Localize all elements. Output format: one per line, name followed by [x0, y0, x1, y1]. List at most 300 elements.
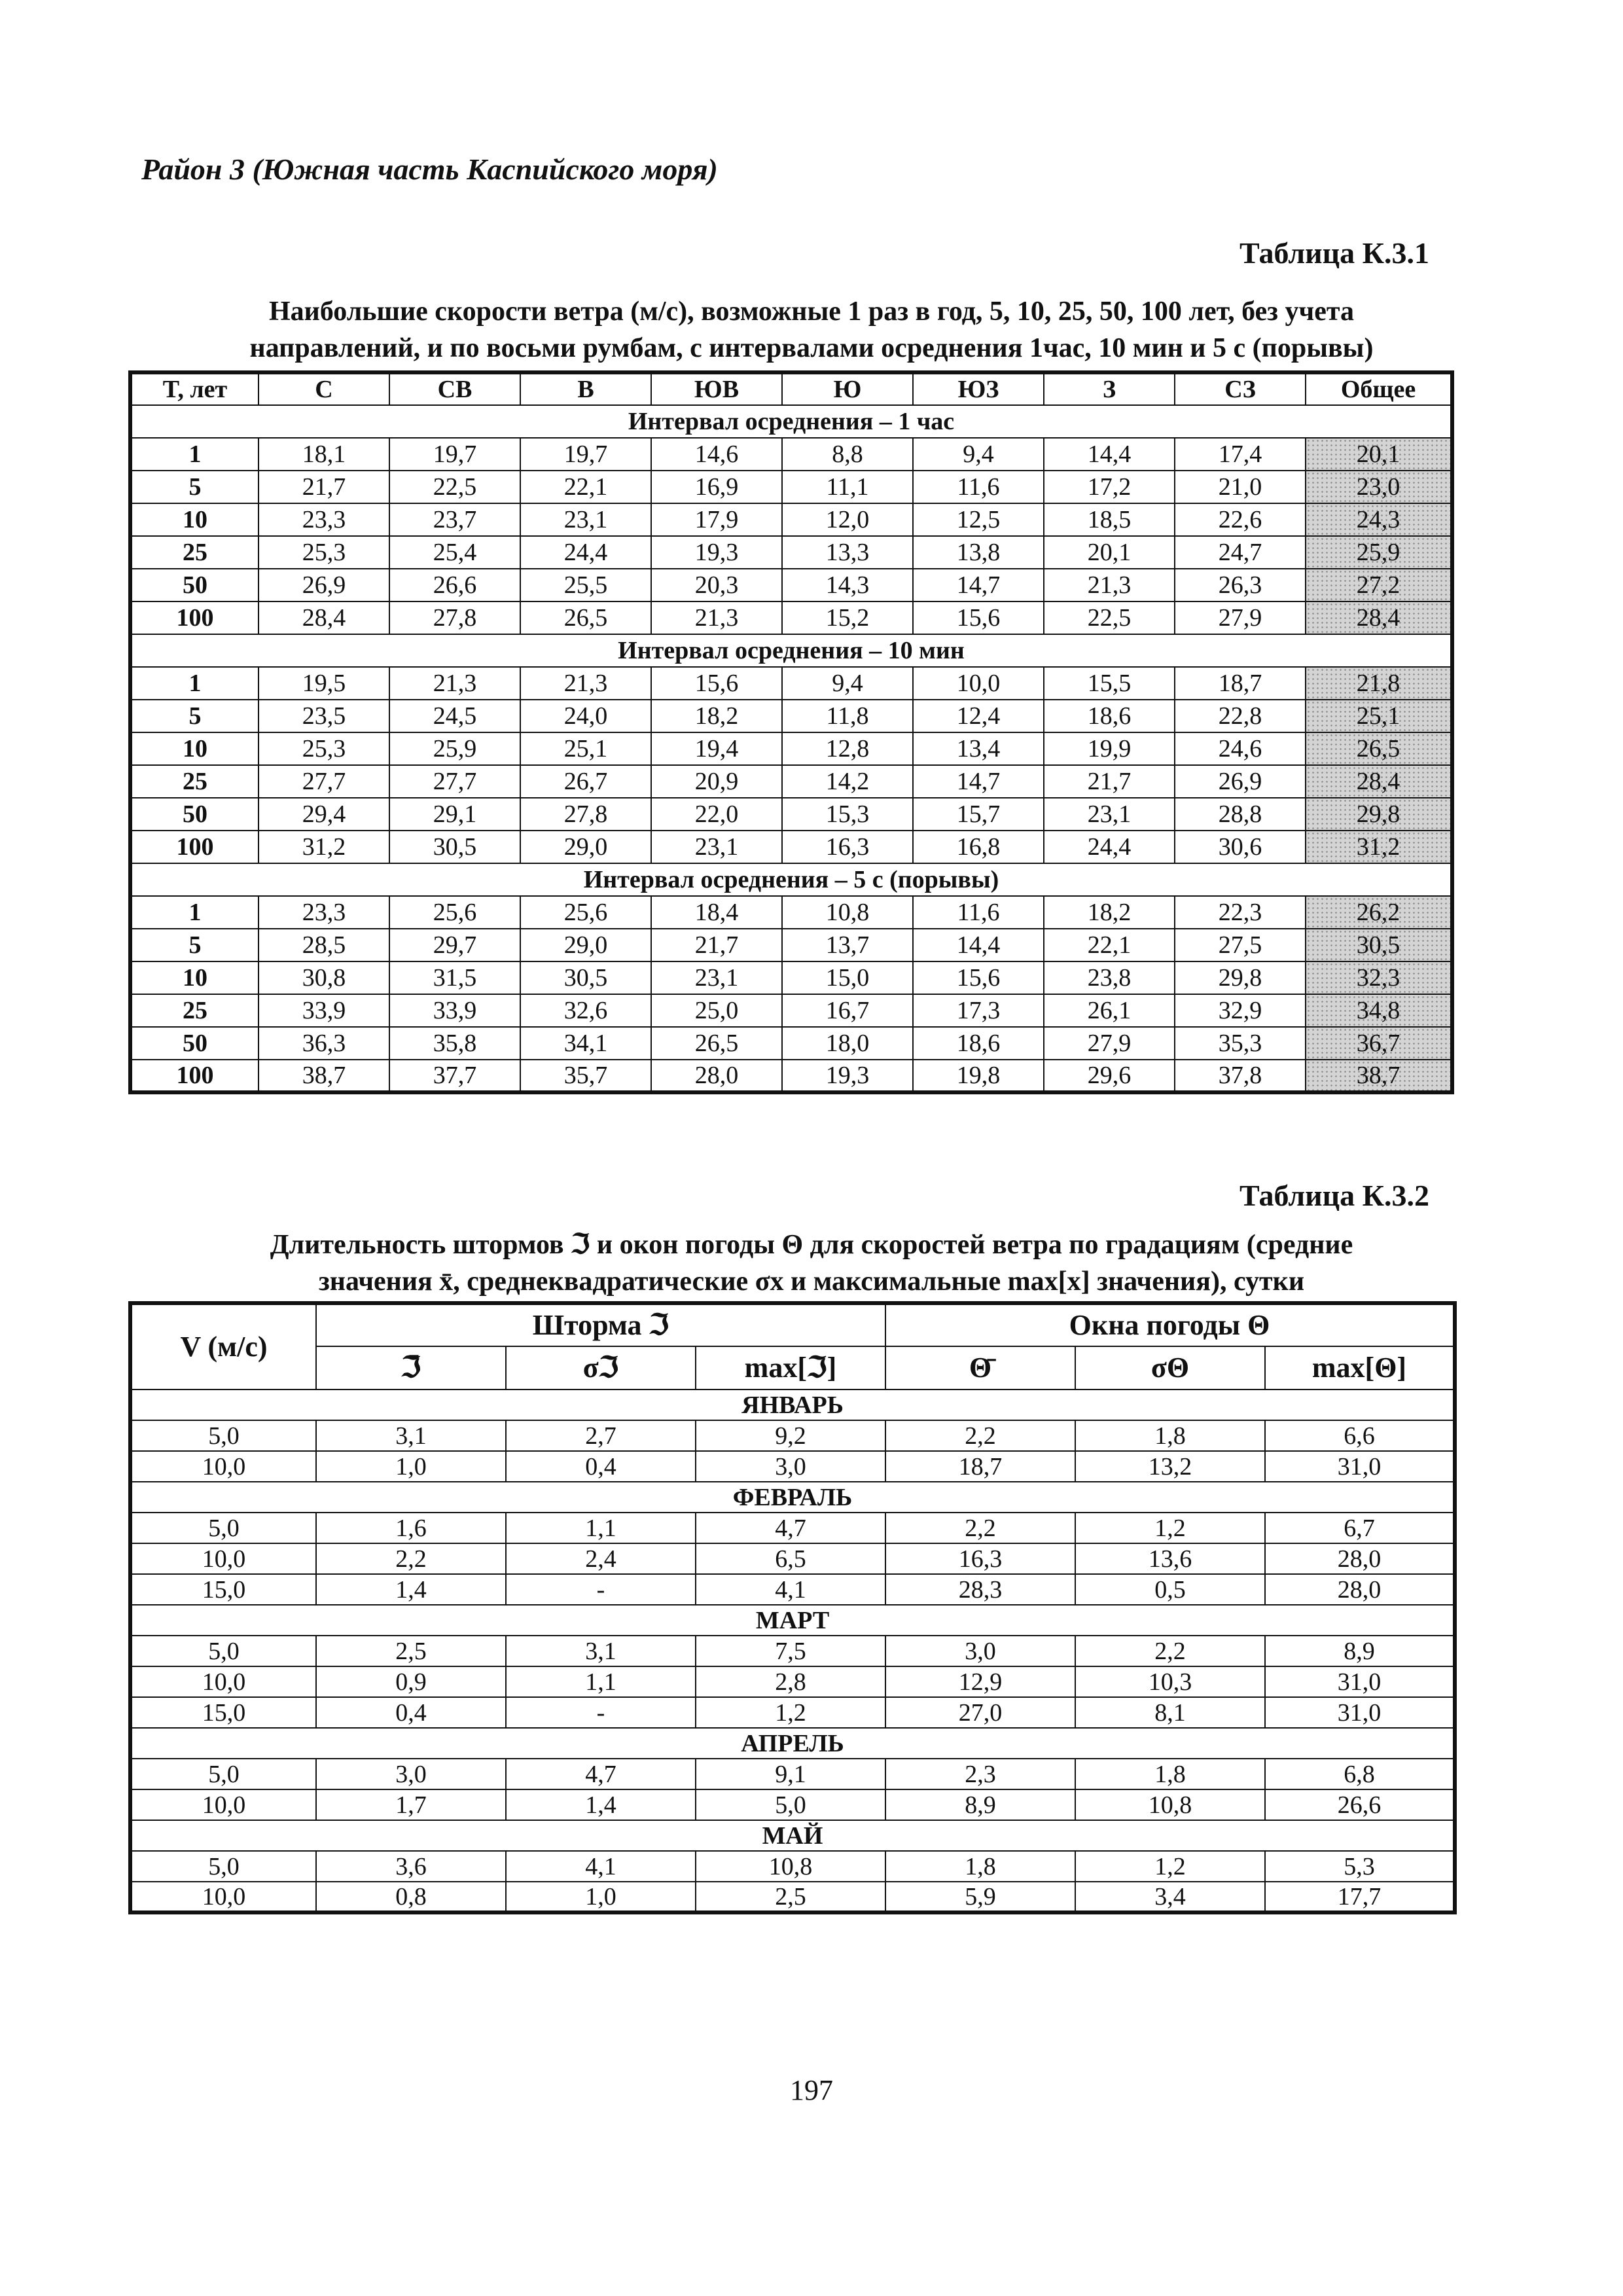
page-number: 197: [790, 2074, 833, 2106]
table-cell: 15,0: [130, 1697, 316, 1728]
table-cell: 19,7: [520, 438, 651, 471]
table1-caption-line1: Наибольшие скорости ветра (м/с), возможные 1 раз в год, 5, 10, 25, 50, 100 лет, без учета: [268, 296, 1355, 327]
table-cell: 4,7: [696, 1513, 885, 1543]
table-cell: 12,8: [782, 732, 913, 765]
table-cell: 35,7: [520, 1060, 651, 1092]
table-cell: 29,1: [389, 798, 520, 831]
table-cell: 15,6: [651, 667, 782, 700]
table-cell: 9,4: [782, 667, 913, 700]
section-title: Интервал осреднения – 5 с (порывы): [130, 863, 1452, 896]
sub-header: max[Θ]: [1265, 1346, 1455, 1390]
table-cell: 27,9: [1175, 601, 1306, 634]
table-row: [130, 569, 1452, 601]
table-cell: 3,6: [316, 1851, 506, 1882]
table-row: [130, 1027, 1452, 1060]
table-cell: 14,4: [913, 929, 1044, 961]
table-row: [130, 1759, 1455, 1789]
table-cell: 20,3: [651, 569, 782, 601]
table-cell: 26,1: [1044, 994, 1175, 1027]
table-cell: 10,3: [1075, 1666, 1265, 1697]
table-cell: 24,4: [1044, 831, 1175, 863]
table-cell: 26,7: [520, 765, 651, 798]
table-cell: 17,2: [1044, 471, 1175, 503]
table-cell: 6,5: [696, 1543, 885, 1574]
table-cell: 28,4: [259, 601, 389, 634]
sub-header: max[ℑ]: [696, 1346, 885, 1390]
table2-caption-line2: значения x̄, среднеквадратические σx и максимальные max[x] значения), сутки: [318, 1266, 1305, 1297]
table-cell: 18,6: [913, 1027, 1044, 1060]
table-row: [130, 1420, 1455, 1451]
table-cell: 11,6: [913, 896, 1044, 929]
table-cell: 27,0: [885, 1697, 1075, 1728]
table-row: [130, 1513, 1455, 1543]
table-cell: 24,7: [1175, 536, 1306, 569]
table-cell: 15,2: [782, 601, 913, 634]
table-cell: 16,3: [782, 831, 913, 863]
table-cell: 36,3: [259, 1027, 389, 1060]
table-cell: 11,1: [782, 471, 913, 503]
table-cell: 2,5: [696, 1882, 885, 1912]
table-cell: 35,3: [1175, 1027, 1306, 1060]
table-row: [130, 896, 1452, 929]
table-cell: 13,6: [1075, 1543, 1265, 1574]
table-cell: 18,0: [782, 1027, 913, 1060]
table-cell: 32,6: [520, 994, 651, 1027]
table-cell: 24,5: [389, 700, 520, 732]
table-cell: 8,9: [1265, 1636, 1455, 1666]
table-row: [130, 503, 1452, 536]
table-cell: 17,4: [1175, 438, 1306, 471]
group-storms: Шторма ℑ: [316, 1303, 885, 1346]
region-title: Район 3 (Южная часть Каспийского моря): [141, 152, 718, 186]
section-row: [130, 405, 1452, 438]
table-cell: 4,1: [506, 1851, 696, 1882]
table-cell: 12,5: [913, 503, 1044, 536]
table-cell: 1,2: [696, 1697, 885, 1728]
table-cell: 28,8: [1175, 798, 1306, 831]
table-cell: 3,0: [316, 1759, 506, 1789]
table-cell: 14,7: [913, 569, 1044, 601]
table-cell: 13,4: [913, 732, 1044, 765]
month-title: ФЕВРАЛЬ: [130, 1482, 1455, 1513]
table-cell: 27,8: [520, 798, 651, 831]
table-cell: 26,9: [259, 569, 389, 601]
table-cell: 0,4: [316, 1697, 506, 1728]
table-cell: 17,9: [651, 503, 782, 536]
table-cell: 25,4: [389, 536, 520, 569]
column-header: ЮЗ: [913, 372, 1044, 405]
table-cell: 25,5: [520, 569, 651, 601]
table-cell: 25: [130, 536, 259, 569]
total-value-cell: 28,4: [1306, 765, 1452, 798]
table-cell: 23,7: [389, 503, 520, 536]
table-cell: 3,4: [1075, 1882, 1265, 1912]
table-cell: 21,3: [651, 601, 782, 634]
table-cell: 18,2: [651, 700, 782, 732]
table-cell: 10,0: [130, 1666, 316, 1697]
total-value-cell: 30,5: [1306, 929, 1452, 961]
table-cell: 26,6: [1265, 1789, 1455, 1820]
table-cell: 23,3: [259, 503, 389, 536]
total-value-cell: 29,8: [1306, 798, 1452, 831]
table-cell: 9,4: [913, 438, 1044, 471]
table-cell: 19,5: [259, 667, 389, 700]
section-row: [130, 863, 1452, 896]
table-cell: 15,7: [913, 798, 1044, 831]
sub-header: ℑ̄: [316, 1346, 506, 1390]
table-cell: 31,0: [1265, 1697, 1455, 1728]
table-cell: 5,0: [130, 1636, 316, 1666]
table-cell: 15,6: [913, 961, 1044, 994]
table-row: [130, 994, 1452, 1027]
table-cell: 22,8: [1175, 700, 1306, 732]
table-row: [130, 1697, 1455, 1728]
column-header: С: [259, 372, 389, 405]
month-title: АПРЕЛЬ: [130, 1728, 1455, 1759]
table-cell: 1: [130, 667, 259, 700]
table-cell: -: [506, 1697, 696, 1728]
table-row: [130, 1882, 1455, 1912]
table-cell: 14,4: [1044, 438, 1175, 471]
table-cell: 22,6: [1175, 503, 1306, 536]
table-cell: 25: [130, 994, 259, 1027]
section-row: [130, 634, 1452, 667]
column-header: СЗ: [1175, 372, 1306, 405]
table-cell: 20,9: [651, 765, 782, 798]
storm-duration-table: [128, 1301, 1457, 1914]
table-cell: 23,1: [651, 961, 782, 994]
total-value-cell: 38,7: [1306, 1060, 1452, 1092]
table-cell: 3,1: [506, 1636, 696, 1666]
total-value-cell: 24,3: [1306, 503, 1452, 536]
table-cell: 28,3: [885, 1574, 1075, 1605]
table-cell: 27,7: [389, 765, 520, 798]
table2-header-row-1: [130, 1303, 1455, 1346]
table-cell: 7,5: [696, 1636, 885, 1666]
table-cell: 5,3: [1265, 1851, 1455, 1882]
total-value-cell: 26,5: [1306, 732, 1452, 765]
table-cell: 10,8: [1075, 1789, 1265, 1820]
column-header: З: [1044, 372, 1175, 405]
table2-header-row-2: [130, 1346, 1455, 1390]
table-row: [130, 798, 1452, 831]
table-cell: 12,9: [885, 1666, 1075, 1697]
table-cell: 3,0: [885, 1636, 1075, 1666]
table-cell: 10,0: [130, 1882, 316, 1912]
table-cell: 11,8: [782, 700, 913, 732]
table-row: [130, 1574, 1455, 1605]
month-row: [130, 1482, 1455, 1513]
table-cell: 1,6: [316, 1513, 506, 1543]
table-cell: 31,5: [389, 961, 520, 994]
table-cell: 2,5: [316, 1636, 506, 1666]
table-cell: 2,2: [1075, 1636, 1265, 1666]
table-cell: 18,1: [259, 438, 389, 471]
table-cell: 18,7: [1175, 667, 1306, 700]
table-cell: 11,6: [913, 471, 1044, 503]
col-wind-speed: V (м/с): [130, 1303, 316, 1390]
table-cell: 10: [130, 732, 259, 765]
table-cell: 23,5: [259, 700, 389, 732]
month-row: [130, 1728, 1455, 1759]
table-cell: 14,7: [913, 765, 1044, 798]
table-cell: 19,7: [389, 438, 520, 471]
table-cell: 100: [130, 831, 259, 863]
table-row: [130, 667, 1452, 700]
table-row: [130, 961, 1452, 994]
table-cell: 6,8: [1265, 1759, 1455, 1789]
total-value-cell: 32,3: [1306, 961, 1452, 994]
table-cell: 5,9: [885, 1882, 1075, 1912]
table-cell: 26,5: [520, 601, 651, 634]
column-header: Общее: [1306, 372, 1452, 405]
table-cell: 34,1: [520, 1027, 651, 1060]
table-cell: 31,0: [1265, 1666, 1455, 1697]
table-cell: 27,8: [389, 601, 520, 634]
table-cell: 14,2: [782, 765, 913, 798]
table-cell: 1,7: [316, 1789, 506, 1820]
column-header: Ю: [782, 372, 913, 405]
table-cell: 24,4: [520, 536, 651, 569]
table-cell: 23,3: [259, 896, 389, 929]
table-cell: 22,1: [520, 471, 651, 503]
total-value-cell: 34,8: [1306, 994, 1452, 1027]
table-cell: 5,0: [130, 1513, 316, 1543]
table-cell: 25,0: [651, 994, 782, 1027]
table-cell: 50: [130, 569, 259, 601]
table-cell: 33,9: [259, 994, 389, 1027]
table-cell: 2,7: [506, 1420, 696, 1451]
table-cell: 28,0: [651, 1060, 782, 1092]
table-row: [130, 765, 1452, 798]
table-cell: 8,1: [1075, 1697, 1265, 1728]
table-cell: 16,3: [885, 1543, 1075, 1574]
table-cell: 8,8: [782, 438, 913, 471]
table-cell: 2,3: [885, 1759, 1075, 1789]
month-row: [130, 1605, 1455, 1636]
table-cell: 38,7: [259, 1060, 389, 1092]
table-cell: 24,0: [520, 700, 651, 732]
table-cell: 18,4: [651, 896, 782, 929]
table-cell: 1,8: [1075, 1420, 1265, 1451]
table-cell: 1,0: [506, 1882, 696, 1912]
table-cell: 25,9: [389, 732, 520, 765]
table-cell: 100: [130, 1060, 259, 1092]
table-cell: 25,3: [259, 732, 389, 765]
table-cell: 1,0: [316, 1451, 506, 1482]
table-cell: 25,6: [520, 896, 651, 929]
table-row: [130, 732, 1452, 765]
table-cell: 28,0: [1265, 1543, 1455, 1574]
total-value-cell: 25,9: [1306, 536, 1452, 569]
table-cell: 50: [130, 1027, 259, 1060]
table-cell: 19,8: [913, 1060, 1044, 1092]
table-cell: 18,6: [1044, 700, 1175, 732]
table-row: [130, 536, 1452, 569]
table-cell: 26,3: [1175, 569, 1306, 601]
table-cell: 1: [130, 438, 259, 471]
total-value-cell: 26,2: [1306, 896, 1452, 929]
table-cell: 100: [130, 601, 259, 634]
table-cell: 31,2: [259, 831, 389, 863]
group-weather-windows: Окна погоды Θ: [885, 1303, 1455, 1346]
table-cell: 5: [130, 929, 259, 961]
table-cell: 2,2: [885, 1420, 1075, 1451]
table-cell: 1,2: [1075, 1851, 1265, 1882]
table-cell: 29,6: [1044, 1060, 1175, 1092]
section-title: Интервал осреднения – 10 мин: [130, 634, 1452, 667]
table-cell: 5,0: [130, 1851, 316, 1882]
table-cell: 0,4: [506, 1451, 696, 1482]
table-cell: 5,0: [130, 1420, 316, 1451]
table-cell: 15,5: [1044, 667, 1175, 700]
column-header: В: [520, 372, 651, 405]
table-cell: 1,4: [316, 1574, 506, 1605]
table-cell: 21,7: [1044, 765, 1175, 798]
table-cell: 25: [130, 765, 259, 798]
total-value-cell: 23,0: [1306, 471, 1452, 503]
table-cell: 30,5: [389, 831, 520, 863]
table-cell: 8,9: [885, 1789, 1075, 1820]
sub-header: Θ̄: [885, 1346, 1075, 1390]
table-cell: 1,8: [885, 1851, 1075, 1882]
table-cell: 25,1: [520, 732, 651, 765]
table-cell: 22,5: [389, 471, 520, 503]
table-cell: 4,1: [696, 1574, 885, 1605]
table-cell: 29,8: [1175, 961, 1306, 994]
table-cell: 28,0: [1265, 1574, 1455, 1605]
table-cell: 15,0: [130, 1574, 316, 1605]
table-cell: 28,5: [259, 929, 389, 961]
table-row: [130, 471, 1452, 503]
table-cell: 13,7: [782, 929, 913, 961]
table-cell: 33,9: [389, 994, 520, 1027]
table-cell: 22,0: [651, 798, 782, 831]
table-cell: 1,8: [1075, 1759, 1265, 1789]
table-row: [130, 831, 1452, 863]
table-cell: 19,4: [651, 732, 782, 765]
table-cell: 10,0: [913, 667, 1044, 700]
table-cell: 0,5: [1075, 1574, 1265, 1605]
table-cell: 18,5: [1044, 503, 1175, 536]
table-cell: 21,7: [651, 929, 782, 961]
table2-caption: [131, 1227, 1492, 1300]
table-cell: 26,9: [1175, 765, 1306, 798]
table-cell: 2,8: [696, 1666, 885, 1697]
table-cell: 14,3: [782, 569, 913, 601]
table-cell: 30,5: [520, 961, 651, 994]
table-cell: 1: [130, 896, 259, 929]
table-cell: 2,4: [506, 1543, 696, 1574]
table-cell: 37,8: [1175, 1060, 1306, 1092]
total-value-cell: 28,4: [1306, 601, 1452, 634]
table-cell: 4,7: [506, 1759, 696, 1789]
table-cell: 21,3: [520, 667, 651, 700]
table-cell: 2,2: [316, 1543, 506, 1574]
table1-header-row: [130, 372, 1452, 405]
table-cell: 10,0: [130, 1451, 316, 1482]
table-cell: 6,7: [1265, 1513, 1455, 1543]
table-cell: 29,7: [389, 929, 520, 961]
total-value-cell: 21,8: [1306, 667, 1452, 700]
table-cell: 5,0: [696, 1789, 885, 1820]
table1-label: Таблица К.3.1: [1239, 236, 1429, 270]
table-cell: 10: [130, 503, 259, 536]
total-value-cell: 27,2: [1306, 569, 1452, 601]
month-row: [130, 1820, 1455, 1851]
table-cell: 15,6: [913, 601, 1044, 634]
table-cell: 30,8: [259, 961, 389, 994]
section-title: Интервал осреднения – 1 час: [130, 405, 1452, 438]
table-cell: 32,9: [1175, 994, 1306, 1027]
table-cell: 5,0: [130, 1759, 316, 1789]
table-cell: 18,2: [1044, 896, 1175, 929]
table-row: [130, 1666, 1455, 1697]
table-cell: 17,7: [1265, 1882, 1455, 1912]
table1-caption: [131, 293, 1492, 367]
table-cell: 10,0: [130, 1789, 316, 1820]
table-cell: 24,6: [1175, 732, 1306, 765]
table-cell: 50: [130, 798, 259, 831]
table-cell: 27,5: [1175, 929, 1306, 961]
table-cell: 1,1: [506, 1513, 696, 1543]
table-cell: 18,7: [885, 1451, 1075, 1482]
table-row: [130, 1851, 1455, 1882]
table-cell: 10,0: [130, 1543, 316, 1574]
month-title: ЯНВАРЬ: [130, 1390, 1455, 1420]
table-cell: 1,1: [506, 1666, 696, 1697]
table-cell: 17,3: [913, 994, 1044, 1027]
table-cell: 21,7: [259, 471, 389, 503]
table-cell: 0,9: [316, 1666, 506, 1697]
table-cell: 29,4: [259, 798, 389, 831]
wind-speed-table: [128, 370, 1454, 1094]
table2-caption-line1: Длительность штормов ℑ и окон погоды Θ для скоростей ветра по градациям (средние: [270, 1230, 1353, 1260]
table-cell: 30,6: [1175, 831, 1306, 863]
table-row: [130, 1451, 1455, 1482]
table-cell: 13,3: [782, 536, 913, 569]
table-cell: 21,3: [1044, 569, 1175, 601]
table-cell: 16,7: [782, 994, 913, 1027]
month-title: МАЙ: [130, 1820, 1455, 1851]
table-cell: 9,2: [696, 1420, 885, 1451]
table-cell: 27,7: [259, 765, 389, 798]
table-cell: 16,9: [651, 471, 782, 503]
table-cell: 21,0: [1175, 471, 1306, 503]
table-cell: 1,2: [1075, 1513, 1265, 1543]
table-cell: 23,1: [1044, 798, 1175, 831]
month-title: МАРТ: [130, 1605, 1455, 1636]
table-row: [130, 601, 1452, 634]
table-row: [130, 1543, 1455, 1574]
column-header: ЮВ: [651, 372, 782, 405]
table-cell: 19,9: [1044, 732, 1175, 765]
table-row: [130, 1060, 1452, 1092]
table-cell: 25,3: [259, 536, 389, 569]
column-header: T, лет: [130, 372, 259, 405]
total-value-cell: 20,1: [1306, 438, 1452, 471]
table-cell: 23,8: [1044, 961, 1175, 994]
table-cell: 25,6: [389, 896, 520, 929]
table-cell: 26,6: [389, 569, 520, 601]
table-cell: 10: [130, 961, 259, 994]
table-cell: 13,2: [1075, 1451, 1265, 1482]
table-cell: 35,8: [389, 1027, 520, 1060]
column-header: СВ: [389, 372, 520, 405]
table-cell: 13,8: [913, 536, 1044, 569]
table-cell: 21,3: [389, 667, 520, 700]
table-cell: 37,7: [389, 1060, 520, 1092]
